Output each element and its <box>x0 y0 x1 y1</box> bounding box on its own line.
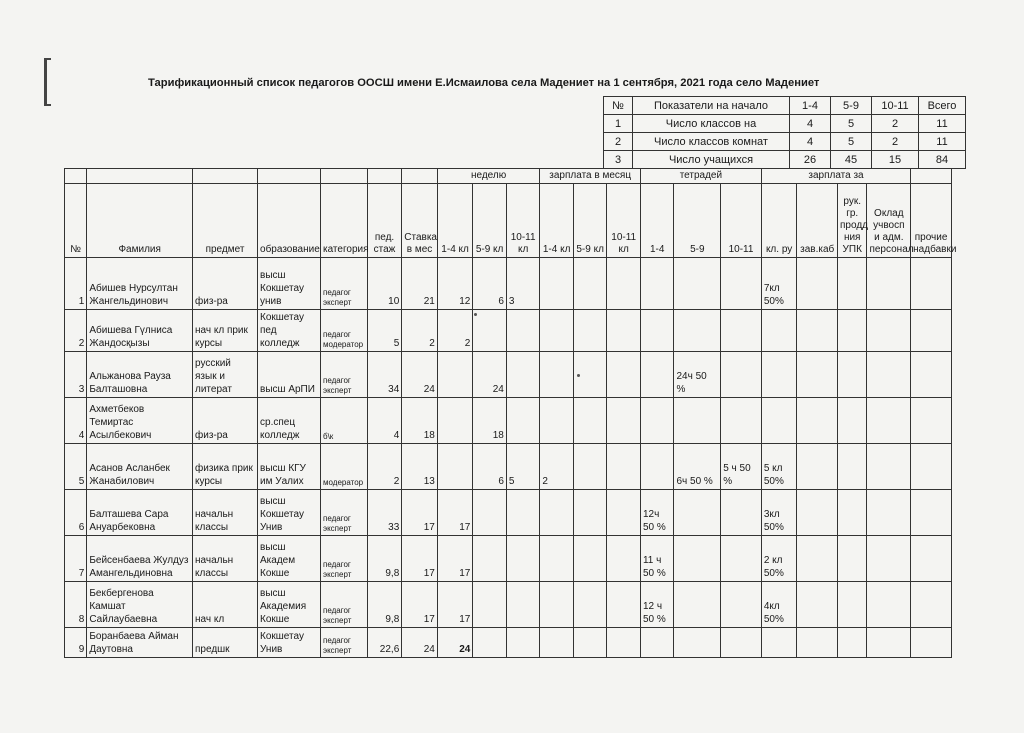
teacher-name: Бейсенбаева Жулдуз Амангельдиновна <box>87 536 193 582</box>
ped-exp-cell: 9,8 <box>367 582 402 628</box>
group-leader-cell <box>838 628 867 658</box>
salary-1-4-cell <box>540 352 574 398</box>
week-10-11-cell: 3 <box>506 258 540 310</box>
notebook-1-4-cell: 11 ч 50 % <box>640 536 674 582</box>
document-title: Тарификационный список педагогов ООСШ имени Е.Исмаилова села Мадениет на 1 сентября, 2021 года село Мадениет <box>148 77 820 89</box>
salary-1-4-cell <box>540 628 574 658</box>
week-10-11-cell <box>506 398 540 444</box>
group-header-row <box>65 169 952 184</box>
summary-row <box>604 151 966 169</box>
week-10-11-cell: 5 <box>506 444 540 490</box>
col-header-notebook-1-4: 1-4 <box>640 184 674 258</box>
class-leader-cell <box>761 628 797 658</box>
salary-staff-cell <box>867 536 911 582</box>
salary-5-9-cell <box>573 398 607 444</box>
blank-cell <box>193 169 258 184</box>
education-cell: ср.спец колледж <box>258 398 321 444</box>
education-cell: высш Кокшетау Унив <box>258 490 321 536</box>
salary-1-4-cell: 2 <box>540 444 574 490</box>
summary-cell: 26 <box>790 151 831 169</box>
margin-bracket-mark <box>44 58 51 106</box>
other-bonus-cell <box>911 352 952 398</box>
week-1-4-cell: 17 <box>437 536 473 582</box>
teacher-name: Балташева Сара Ануарбековна <box>87 490 193 536</box>
paper-dot-mark <box>577 374 580 377</box>
other-bonus-cell <box>911 582 952 628</box>
table-row <box>65 582 952 628</box>
notebook-1-4-cell: 12ч 50 % <box>640 490 674 536</box>
notebook-10-11-cell <box>721 536 762 582</box>
salary-5-9-cell <box>573 490 607 536</box>
cabinet-head-cell <box>797 352 838 398</box>
salary-10-11-cell <box>607 258 641 310</box>
other-bonus-cell <box>911 490 952 536</box>
week-5-9-cell <box>473 310 507 352</box>
summary-header: № <box>604 97 633 115</box>
notebook-1-4-cell: 12 ч 50 % <box>640 582 674 628</box>
cabinet-head-cell <box>797 582 838 628</box>
summary-table <box>603 96 966 169</box>
ped-exp-cell: 4 <box>367 398 402 444</box>
notebook-5-9-cell <box>674 536 721 582</box>
summary-cell: 5 <box>831 133 872 151</box>
group-header-salary-month: зарплата в месяц <box>540 169 641 184</box>
class-leader-cell <box>761 398 797 444</box>
week-5-9-cell <box>473 536 507 582</box>
col-header-other-bonus: прочие надбавки <box>911 184 952 258</box>
teacher-name: Ахметбеков Темиртас Асылбекович <box>87 398 193 444</box>
summary-header-row <box>604 97 966 115</box>
col-header-stavka: Ставка в мес <box>402 184 438 258</box>
notebook-5-9-cell <box>674 310 721 352</box>
tariff-table <box>64 168 957 658</box>
class-leader-cell <box>761 352 797 398</box>
row-number: 6 <box>65 490 87 536</box>
week-1-4-cell <box>437 398 473 444</box>
table-row <box>65 398 952 444</box>
other-bonus-cell <box>911 398 952 444</box>
salary-staff-cell <box>867 352 911 398</box>
week-1-4-cell: 17 <box>437 582 473 628</box>
category-cell: модератор <box>321 444 368 490</box>
notebook-1-4-cell <box>640 444 674 490</box>
ped-exp-cell: 5 <box>367 310 402 352</box>
col-header-subject: предмет <box>193 184 258 258</box>
summary-cell: Число учащихся <box>633 151 790 169</box>
summary-cell: 11 <box>919 133 966 151</box>
group-header-notebooks: тетрадей <box>640 169 761 184</box>
summary-cell: 15 <box>872 151 919 169</box>
salary-10-11-cell <box>607 628 641 658</box>
notebook-1-4-cell <box>640 352 674 398</box>
table-row <box>65 536 952 582</box>
notebook-10-11-cell <box>721 398 762 444</box>
notebook-5-9-cell <box>674 490 721 536</box>
summary-header: 5-9 <box>831 97 872 115</box>
notebook-10-11-cell <box>721 352 762 398</box>
salary-5-9-cell <box>573 536 607 582</box>
summary-header: 10-11 <box>872 97 919 115</box>
salary-5-9-cell <box>573 258 607 310</box>
category-cell: педагог модератор <box>321 310 368 352</box>
notebook-10-11-cell <box>721 490 762 536</box>
group-leader-cell <box>838 536 867 582</box>
notebook-5-9-cell: 6ч 50 % <box>674 444 721 490</box>
ped-exp-cell: 22,6 <box>367 628 402 658</box>
table-row <box>65 628 952 658</box>
cabinet-head-cell <box>797 444 838 490</box>
column-header-row <box>65 184 952 258</box>
notebook-5-9-cell <box>674 582 721 628</box>
ped-exp-cell: 10 <box>367 258 402 310</box>
education-cell: высш Академ Кокше <box>258 536 321 582</box>
teacher-name: Абишев Нурсултан Жангельдинович <box>87 258 193 310</box>
table-row <box>65 352 952 398</box>
week-5-9-cell: 6 <box>473 444 507 490</box>
week-5-9-cell <box>473 490 507 536</box>
stavka-cell: 24 <box>402 628 438 658</box>
row-number: 7 <box>65 536 87 582</box>
week-5-9-cell <box>473 582 507 628</box>
salary-staff-cell <box>867 582 911 628</box>
week-1-4-cell: 2 <box>437 310 473 352</box>
other-bonus-cell <box>911 258 952 310</box>
salary-1-4-cell <box>540 258 574 310</box>
group-leader-cell <box>838 490 867 536</box>
notebook-10-11-cell <box>721 582 762 628</box>
blank-cell <box>402 169 438 184</box>
stavka-cell: 2 <box>402 310 438 352</box>
col-header-week-1-4: 1-4 кл <box>437 184 473 258</box>
ped-exp-cell: 2 <box>367 444 402 490</box>
summary-header: 1-4 <box>790 97 831 115</box>
subject-cell: начальн классы <box>193 536 258 582</box>
notebook-1-4-cell <box>640 310 674 352</box>
stavka-cell: 24 <box>402 352 438 398</box>
category-cell: педагог эксперт <box>321 582 368 628</box>
notebook-5-9-cell <box>674 398 721 444</box>
class-leader-cell: 2 кл 50% <box>761 536 797 582</box>
subject-cell: физика прик курсы <box>193 444 258 490</box>
salary-1-4-cell <box>540 536 574 582</box>
row-number: 1 <box>65 258 87 310</box>
salary-5-9-cell <box>573 628 607 658</box>
notebook-5-9-cell <box>674 628 721 658</box>
class-leader-cell <box>761 310 797 352</box>
group-leader-cell <box>838 258 867 310</box>
education-cell: Кокшетау Унив <box>258 628 321 658</box>
category-cell: педагог эксперт <box>321 628 368 658</box>
other-bonus-cell <box>911 310 952 352</box>
education-cell: высш Кокшетау унив <box>258 258 321 310</box>
paper-dot-mark <box>474 313 477 316</box>
col-header-salary-10-11: 10-11 кл <box>607 184 641 258</box>
col-header-salary-5-9: 5-9 кл <box>573 184 607 258</box>
education-cell: высш Академия Кокше <box>258 582 321 628</box>
week-1-4-cell <box>437 444 473 490</box>
teacher-name: Боранбаева Айман Даутовна <box>87 628 193 658</box>
other-bonus-cell <box>911 444 952 490</box>
education-cell: высш АрПИ <box>258 352 321 398</box>
blank-cell <box>321 169 368 184</box>
group-header-salary-for: зарплата за <box>761 169 910 184</box>
stavka-cell: 18 <box>402 398 438 444</box>
week-10-11-cell <box>506 628 540 658</box>
col-header-week-10-11: 10-11 кл <box>506 184 540 258</box>
week-5-9-cell: 18 <box>473 398 507 444</box>
cabinet-head-cell <box>797 490 838 536</box>
salary-5-9-cell <box>573 444 607 490</box>
summary-cell: 4 <box>790 115 831 133</box>
group-leader-cell <box>838 444 867 490</box>
summary-cell: 2 <box>872 133 919 151</box>
week-5-9-cell: 6 <box>473 258 507 310</box>
salary-staff-cell <box>867 628 911 658</box>
summary-row <box>604 115 966 133</box>
cabinet-head-cell <box>797 258 838 310</box>
salary-10-11-cell <box>607 444 641 490</box>
row-number: 3 <box>65 352 87 398</box>
summary-cell: 4 <box>790 133 831 151</box>
col-header-cabinet-head: зав.каб <box>797 184 838 258</box>
week-10-11-cell <box>506 582 540 628</box>
salary-1-4-cell <box>540 490 574 536</box>
salary-5-9-cell <box>573 582 607 628</box>
week-1-4-cell: 17 <box>437 490 473 536</box>
salary-1-4-cell <box>540 310 574 352</box>
education-cell: высш КГУ им Уалих <box>258 444 321 490</box>
row-number: 8 <box>65 582 87 628</box>
table-row <box>65 310 952 352</box>
ped-exp-cell: 33 <box>367 490 402 536</box>
summary-cell: Число классов на <box>633 115 790 133</box>
notebook-10-11-cell <box>721 310 762 352</box>
stavka-cell: 17 <box>402 582 438 628</box>
week-1-4-cell <box>437 352 473 398</box>
col-header-notebook-10-11: 10-11 <box>721 184 762 258</box>
blank-cell <box>87 169 193 184</box>
summary-header: Показатели на начало <box>633 97 790 115</box>
summary-cell: 45 <box>831 151 872 169</box>
row-number: 4 <box>65 398 87 444</box>
teacher-name: Абишева Гүлниса Жандосқызы <box>87 310 193 352</box>
notebook-5-9-cell <box>674 258 721 310</box>
blank-cell <box>258 169 321 184</box>
stavka-cell: 17 <box>402 490 438 536</box>
class-leader-cell: 3кл 50% <box>761 490 797 536</box>
notebook-10-11-cell <box>721 628 762 658</box>
salary-staff-cell <box>867 258 911 310</box>
table-row <box>65 490 952 536</box>
salary-1-4-cell <box>540 582 574 628</box>
stavka-cell: 21 <box>402 258 438 310</box>
week-10-11-cell <box>506 536 540 582</box>
class-leader-cell: 4кл 50% <box>761 582 797 628</box>
other-bonus-cell <box>911 536 952 582</box>
notebook-10-11-cell: 5 ч 50 % <box>721 444 762 490</box>
summary-cell: 2 <box>604 133 633 151</box>
salary-10-11-cell <box>607 398 641 444</box>
col-header-group-leader: рук. гр. продд ния УПК <box>838 184 867 258</box>
summary-row <box>604 133 966 151</box>
row-number: 2 <box>65 310 87 352</box>
summary-cell: 2 <box>872 115 919 133</box>
subject-cell: нач кл <box>193 582 258 628</box>
subject-cell: предшк <box>193 628 258 658</box>
group-leader-cell <box>838 398 867 444</box>
row-number: 5 <box>65 444 87 490</box>
summary-cell: 11 <box>919 115 966 133</box>
group-header-week: неделю <box>437 169 540 184</box>
salary-10-11-cell <box>607 490 641 536</box>
col-header-week-5-9: 5-9 кл <box>473 184 507 258</box>
table-row <box>65 444 952 490</box>
notebook-1-4-cell <box>640 398 674 444</box>
teacher-name: Асанов Асланбек Жанабилович <box>87 444 193 490</box>
row-number: 9 <box>65 628 87 658</box>
category-cell: б\к <box>321 398 368 444</box>
notebook-10-11-cell <box>721 258 762 310</box>
notebook-1-4-cell <box>640 628 674 658</box>
subject-cell: физ-ра <box>193 258 258 310</box>
salary-staff-cell <box>867 398 911 444</box>
ped-exp-cell: 9,8 <box>367 536 402 582</box>
ped-exp-cell: 34 <box>367 352 402 398</box>
week-1-4-cell: 24 <box>437 628 473 658</box>
summary-cell: 84 <box>919 151 966 169</box>
col-header-notebook-5-9: 5-9 <box>674 184 721 258</box>
subject-cell: нач кл прик курсы <box>193 310 258 352</box>
group-leader-cell <box>838 352 867 398</box>
cabinet-head-cell <box>797 398 838 444</box>
col-header-salary-1-4: 1-4 кл <box>540 184 574 258</box>
subject-cell: физ-ра <box>193 398 258 444</box>
subject-cell: начальн классы <box>193 490 258 536</box>
col-header-category: категория <box>321 184 368 258</box>
blank-cell <box>65 169 87 184</box>
col-header-surname: Фамилия <box>87 184 193 258</box>
week-10-11-cell <box>506 490 540 536</box>
col-header-education: образование <box>258 184 321 258</box>
stavka-cell: 13 <box>402 444 438 490</box>
notebook-1-4-cell <box>640 258 674 310</box>
salary-staff-cell <box>867 490 911 536</box>
education-cell: Кокшетау пед колледж <box>258 310 321 352</box>
col-header-num: № <box>65 184 87 258</box>
salary-1-4-cell <box>540 398 574 444</box>
week-10-11-cell <box>506 352 540 398</box>
other-bonus-cell <box>911 628 952 658</box>
class-leader-cell: 7кл 50% <box>761 258 797 310</box>
group-leader-cell <box>838 310 867 352</box>
category-cell: педагог эксперт <box>321 536 368 582</box>
summary-header: Всего <box>919 97 966 115</box>
salary-staff-cell <box>867 310 911 352</box>
subject-cell: русский язык и литерат <box>193 352 258 398</box>
class-leader-cell: 5 кл 50% <box>761 444 797 490</box>
group-leader-cell <box>838 582 867 628</box>
teacher-name: Альжанова Рауза Балташовна <box>87 352 193 398</box>
salary-10-11-cell <box>607 352 641 398</box>
salary-10-11-cell <box>607 536 641 582</box>
category-cell: педагог эксперт <box>321 352 368 398</box>
salary-staff-cell <box>867 444 911 490</box>
stavka-cell: 17 <box>402 536 438 582</box>
notebook-5-9-cell: 24ч 50 % <box>674 352 721 398</box>
salary-5-9-cell <box>573 310 607 352</box>
week-5-9-cell: 24 <box>473 352 507 398</box>
col-header-ped-exp: пед. стаж <box>367 184 402 258</box>
col-header-salary-staff: Оклад учвосп и адм. персонал <box>867 184 911 258</box>
cabinet-head-cell <box>797 628 838 658</box>
col-header-class-leader: кл. ру <box>761 184 797 258</box>
summary-cell: 5 <box>831 115 872 133</box>
summary-cell: 1 <box>604 115 633 133</box>
summary-cell: 3 <box>604 151 633 169</box>
category-cell: педагог эксперт <box>321 258 368 310</box>
cabinet-head-cell <box>797 536 838 582</box>
blank-cell <box>911 169 952 184</box>
category-cell: педагог эксперт <box>321 490 368 536</box>
table-row <box>65 258 952 310</box>
week-1-4-cell: 12 <box>437 258 473 310</box>
teacher-name: Бекбергенова Камшат Сайлаубаевна <box>87 582 193 628</box>
salary-10-11-cell <box>607 582 641 628</box>
salary-10-11-cell <box>607 310 641 352</box>
week-10-11-cell <box>506 310 540 352</box>
summary-cell: Число классов комнат <box>633 133 790 151</box>
cabinet-head-cell <box>797 310 838 352</box>
week-5-9-cell <box>473 628 507 658</box>
blank-cell <box>367 169 402 184</box>
